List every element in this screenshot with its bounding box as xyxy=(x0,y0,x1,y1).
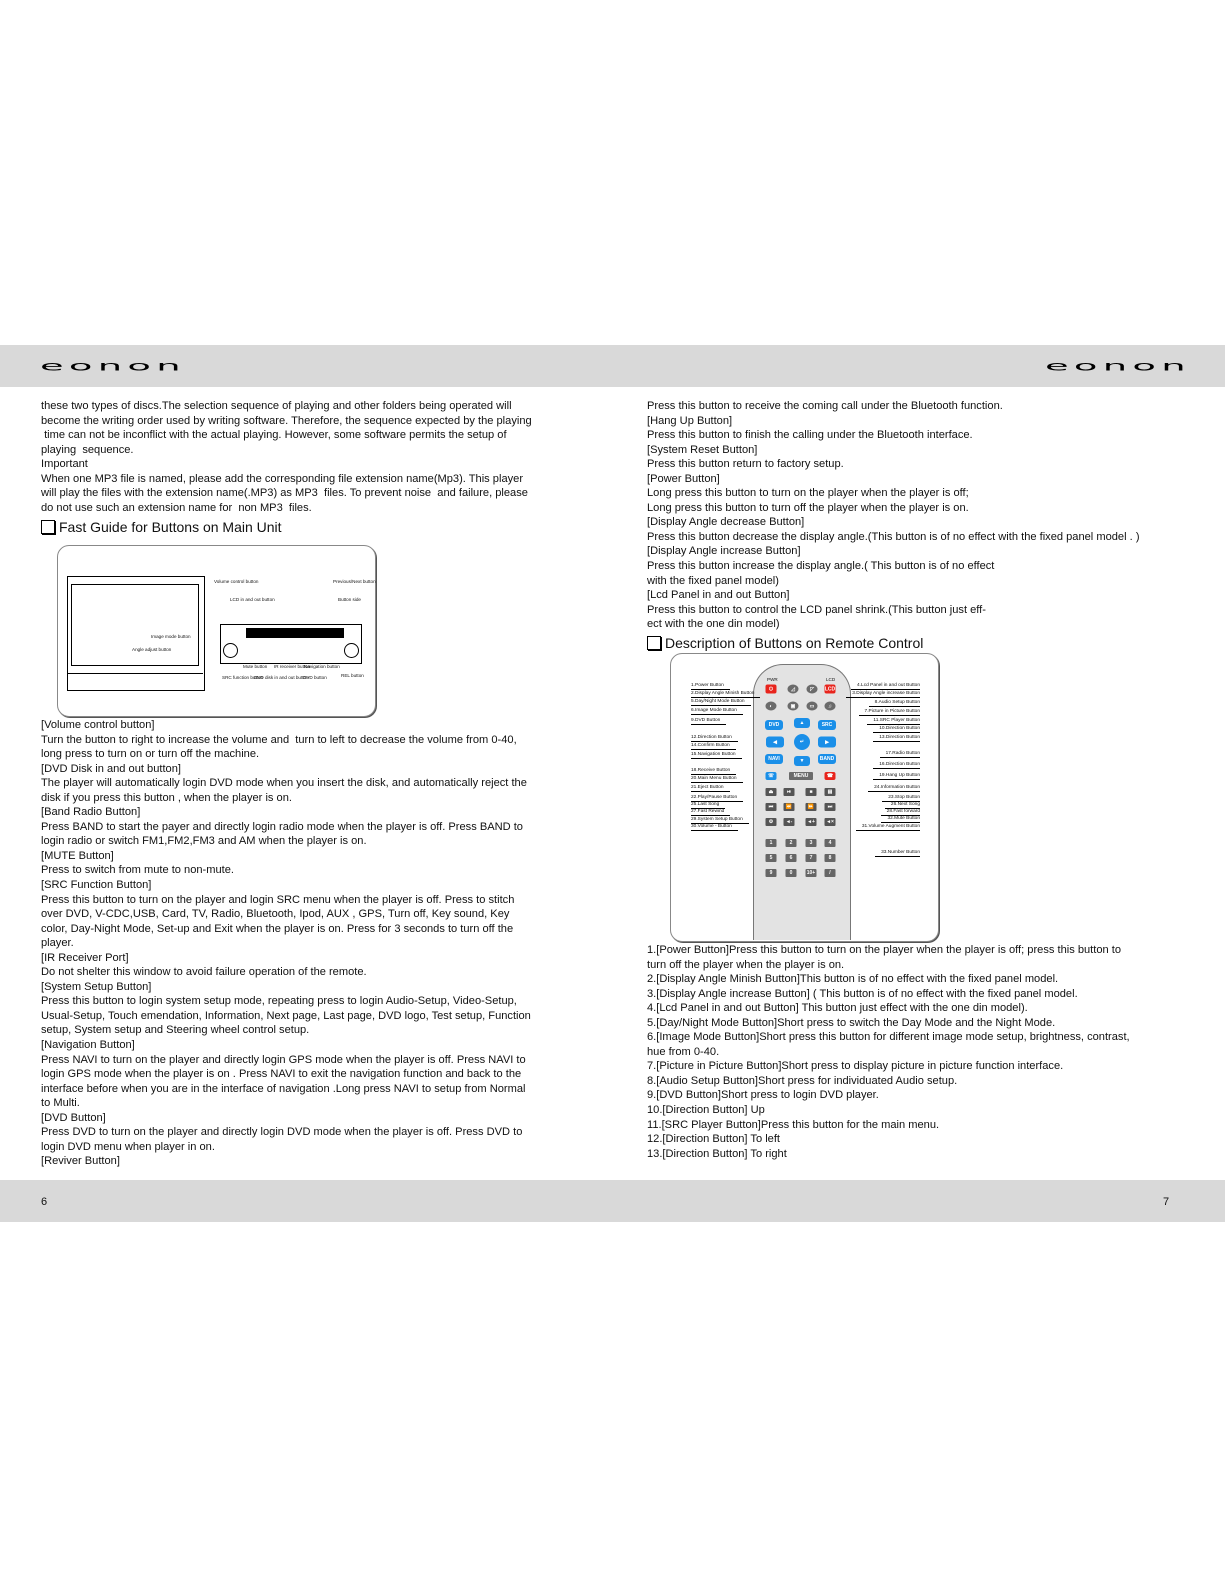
text-line: color, Day-Night Mode, Set-up and Exit when the player is on. Press for 3 seconds to turn off the xyxy=(41,922,514,935)
label-dvddisk: DVD disk in and out button xyxy=(254,675,309,680)
text-line: Press this button to receive the coming call under the Bluetooth function. xyxy=(647,400,1003,412)
label-angle: Angle adjust button xyxy=(132,647,172,652)
remote-label: 1.Power Button xyxy=(691,683,730,690)
text-line: [Display Angle increase Button] xyxy=(647,545,801,558)
remote-label: 19.Hang Up Button xyxy=(873,773,920,780)
text-line: Do not shelter this window to avoid failure operation of the remote. xyxy=(41,966,367,979)
remote-label: 13.Direction Button xyxy=(873,735,920,742)
text-line: do not use such an extension name for non MP3 files. xyxy=(41,501,312,514)
lcd-caption: LCD xyxy=(826,677,836,682)
text-line: Press to switch from mute to non-mute. xyxy=(41,864,234,877)
angle-plus-button: ◸ xyxy=(807,685,818,694)
text-line: login DVD menu when player in on. xyxy=(41,1140,215,1153)
text-line: [Volume control button] xyxy=(41,719,155,731)
lcd-button: LCD xyxy=(824,686,836,692)
label-src: SRC function button xyxy=(222,675,264,680)
remote-label: 15.Navigation Button xyxy=(691,752,742,759)
page-number-left: 6 xyxy=(41,1196,48,1208)
confirm-button: ↵ xyxy=(794,734,810,750)
heading-text: Fast Guide for Buttons on Main Unit xyxy=(59,519,282,535)
screen-inner xyxy=(71,584,199,666)
right-button: ▶ xyxy=(818,737,836,748)
info-button: ▤ xyxy=(825,788,836,796)
remote-label: 14.Confirm Button xyxy=(691,743,736,750)
band-button: BAND xyxy=(819,756,835,762)
text-line: Important xyxy=(41,458,88,471)
remote-label: 3.Display Angle increase Button xyxy=(846,691,920,698)
text-line: 8.[Audio Setup Button]Short press for individuated Audio setup. xyxy=(647,1074,958,1087)
heading-text: Description of Buttons on Remote Control xyxy=(665,635,924,651)
text-line: with the fixed panel model) xyxy=(647,574,779,587)
text-line: [Display Angle decrease Button] xyxy=(647,516,805,529)
src-button: SRC xyxy=(818,720,836,730)
text-line: 5.[Day/Night Mode Button]Short press to switch the Day Mode and the Night Mode. xyxy=(647,1016,1056,1029)
text-line: 11.[SRC Player Button]Press this button for the main menu. xyxy=(647,1118,940,1131)
remote-label: 33.Number Button xyxy=(875,850,920,857)
text-line: [MUTE Button] xyxy=(41,849,114,862)
fast-forward-button: ⏩ xyxy=(806,803,817,811)
text-line: Press this button return to factory setup. xyxy=(647,458,844,471)
text-line: [Reviver Button] xyxy=(41,1155,120,1168)
remote-label: 7.Picture in Picture Button xyxy=(859,709,920,716)
text-line: [System Setup Button] xyxy=(41,980,152,993)
text-line: Press this button to turn on the player and login SRC menu when the player is off. Press to stitch xyxy=(41,893,515,906)
section-heading-remote xyxy=(647,635,923,651)
text-line: Press DVD to turn on the player and directly login DVD mode when the player is off. Press DVD to xyxy=(41,1126,523,1139)
disc-slot xyxy=(246,628,344,638)
left-intro-text xyxy=(41,399,532,515)
remote-label: 22.Play/Pause Button xyxy=(691,795,743,802)
remote-label: 24.Information Button xyxy=(868,785,920,792)
text-line: Press this button decrease the display angle.(This button is of no effect with the fixed panel model . ) xyxy=(647,530,1140,543)
section-heading-main-unit xyxy=(41,519,282,535)
remote-label: 21.Eject Button xyxy=(691,785,730,792)
right-intro-text xyxy=(647,399,1140,632)
text-line: [SRC Function Button] xyxy=(41,879,152,892)
checkbox-square-icon xyxy=(647,636,661,650)
text-line: login radio or switch FM1,FM2,FM3 and AM when the player is on. xyxy=(41,835,367,848)
remote-label: 18.Receive Button xyxy=(691,768,736,775)
text-line: [Hang Up Button] xyxy=(647,414,733,427)
label-volume: Volume control button xyxy=(214,579,259,584)
main-unit-figure xyxy=(57,545,376,717)
text-line: [DVD Disk in and out button] xyxy=(41,762,181,775)
number-button: 10+ xyxy=(806,870,816,876)
remote-label: 9.DVD Button xyxy=(691,718,726,725)
label-lcd: LCD in and out button xyxy=(230,597,275,602)
number-button: 1 xyxy=(766,839,777,847)
label-prevnext: Previous/Next button xyxy=(333,579,376,584)
last-song-button: ⏮ xyxy=(766,803,777,811)
label-nav: Navigation button xyxy=(304,664,340,669)
text-line: Press this button increase the display angle.( This button is of no effect xyxy=(647,560,995,573)
day-night-button: ◐ xyxy=(766,702,777,711)
label-rel: REL button xyxy=(341,673,364,678)
text-line: turn off the player when the player is on. xyxy=(647,958,845,971)
remote-label: 23.Stop Button xyxy=(882,795,920,802)
number-button: / xyxy=(825,869,836,877)
remote-label: 8.Audio Setup Button xyxy=(869,700,920,707)
remote-label: 28.Fast forward xyxy=(881,809,920,816)
volume-up-button: ◄+ xyxy=(807,819,815,825)
text-line: 9.[DVD Button]Short press to login DVD player. xyxy=(647,1089,879,1102)
footer-band xyxy=(0,1180,1225,1222)
navi-button: NAVI xyxy=(765,754,783,764)
number-button: 5 xyxy=(766,854,777,862)
text-line: 10.[Direction Button] Up xyxy=(647,1104,765,1117)
text-line: 3.[Display Angle increase Button] ( This button is of no effect with the fixed panel model. xyxy=(647,987,1078,1000)
text-line: Long press this button to turn off the player when the player is on. xyxy=(647,501,969,514)
volume-down-button: ◄- xyxy=(784,818,795,826)
text-line: 4.[Lcd Panel in and out Button] This button just effect with the one din model). xyxy=(647,1002,1028,1015)
receive-button: ☏ xyxy=(766,772,777,780)
text-line: 2.[Display Angle Minish Button]This button is of no effect with the fixed panel model. xyxy=(647,973,1059,986)
setup-button: ⚙ xyxy=(766,818,777,826)
number-button: 0 xyxy=(786,869,797,877)
text-line: disk if you press this button , when the player is on. xyxy=(41,791,292,804)
remote-label: 11.SRC Player Button xyxy=(867,718,920,725)
text-line: When one MP3 file is named, please add the corresponding file extension name(Mp3). This player xyxy=(41,472,524,485)
number-button: 6 xyxy=(786,854,797,862)
down-button: ▼ xyxy=(794,756,810,766)
text-line: [DVD Button] xyxy=(41,1111,106,1124)
brand-logo: eonon xyxy=(1045,358,1191,375)
checkbox-square-icon xyxy=(41,520,55,534)
remote-label: 12.Direction Button xyxy=(691,735,738,742)
text-line: hue from 0-40. xyxy=(647,1045,720,1058)
remote-label: 17.Radio Button xyxy=(880,751,920,758)
play-pause-button: ⏯ xyxy=(784,788,795,796)
remote-label: 4.Lcd Panel in and out Button xyxy=(851,683,920,690)
number-button: 3 xyxy=(806,839,817,847)
image-mode-button: ▣ xyxy=(788,702,799,711)
remote-label: 32.Mute Button xyxy=(881,816,920,823)
remote-control-figure xyxy=(670,653,939,942)
text-line: 7.[Picture in Picture Button]Short press to display picture in picture function interface. xyxy=(647,1060,1064,1073)
text-line: 6.[Image Mode Button]Short press this button for different image mode setup, brightness, contrast, xyxy=(647,1031,1130,1044)
audio-setup-button: ♫ xyxy=(825,702,836,711)
remote-label: 10.Direction Button xyxy=(873,726,920,733)
label-side: Button side xyxy=(338,597,361,602)
text-line: Press this button to login system setup mode, repeating press to login Audio-Setup, Video-Setup, xyxy=(41,995,517,1008)
label-ir: IR receiver button xyxy=(274,664,311,669)
text-line: [System Reset Button] xyxy=(647,443,758,456)
remote-label: 27.Fast Rewind xyxy=(691,809,730,816)
screen-button-bar xyxy=(67,673,203,674)
menu-button: MENU xyxy=(789,772,813,780)
text-line: 13.[Direction Button] To right xyxy=(647,1147,787,1160)
remote-label: 5.Day/Night Mode Button xyxy=(691,699,751,706)
text-line: Press this button to finish the calling under the Bluetooth interface. xyxy=(647,429,973,442)
stop-button: ■ xyxy=(806,788,817,796)
number-button: 8 xyxy=(825,854,836,862)
pwr-caption: PWR xyxy=(767,677,778,682)
up-button: ▲ xyxy=(794,718,810,728)
remote-label: 29.System Setup Button xyxy=(691,817,749,824)
next-song-button: ⏭ xyxy=(825,803,836,811)
text-line: become the writing order used by writing software. Therefore, the sequence expected by the playing xyxy=(41,414,532,427)
text-line: Long press this button to turn on the player when the player is off; xyxy=(647,487,969,500)
text-line: [Band Radio Button] xyxy=(41,806,141,819)
brand-logo: eonon xyxy=(40,358,186,375)
text-line: interface before when you are in the interface of navigation .Long press NAVI to setup from Normal xyxy=(41,1082,526,1095)
remote-label: 25.Last Song xyxy=(691,802,725,809)
remote-label: 26.Next Song xyxy=(885,802,920,809)
text-line: Usual-Setup, Touch emendation, Information, Next page, Last page, DVD logo, Test setup, Function xyxy=(41,1009,531,1022)
pip-button: ▭ xyxy=(807,702,818,711)
remote-label: 6.Image Mode Button xyxy=(691,708,743,715)
label-image: Image mode button xyxy=(151,634,191,639)
text-line: [IR Receiver Port] xyxy=(41,951,129,964)
right-body-text xyxy=(647,943,1130,1161)
remote-label: 20.Main Menu Button xyxy=(691,776,743,783)
text-line: time can not be inconflict with the actual playing. However, some software permits the setup of xyxy=(41,429,507,442)
text-line: setup, System setup and Steering wheel control setup. xyxy=(41,1024,310,1037)
left-body-text xyxy=(41,718,531,1169)
power-button: ⏻ xyxy=(766,685,777,694)
remote-label: 30.Volume - Button xyxy=(691,824,738,831)
dvd-button: DVD xyxy=(765,720,783,730)
angle-minus-button: ◿ xyxy=(788,685,799,694)
volume-knob xyxy=(223,643,238,658)
text-line: ect with the one din model) xyxy=(647,618,780,631)
text-line: [Power Button] xyxy=(647,472,720,485)
text-line: [Navigation Button] xyxy=(41,1039,135,1052)
right-knob xyxy=(344,643,359,658)
label-dvd: DVD button xyxy=(303,675,327,680)
label-mute: Mute button xyxy=(243,664,268,669)
text-line: these two types of discs.The selection sequence of playing and other folders being operated will xyxy=(41,400,512,412)
text-line: Press this button to control the LCD panel shrink.(This button just eff- xyxy=(647,603,986,616)
page-number-right: 7 xyxy=(1163,1196,1170,1208)
text-line: Press NAVI to turn on the player and directly login GPS mode when the player is off. Press NAVI to xyxy=(41,1053,526,1066)
hangup-button: ☎ xyxy=(825,772,836,780)
number-button: 2 xyxy=(786,839,797,847)
eject-button: ⏏ xyxy=(766,788,777,796)
text-line: login GPS mode when the player is on . Press NAVI to exit the navigation function and back to the xyxy=(41,1068,522,1081)
number-button: 9 xyxy=(766,869,777,877)
text-line: The player will automatically login DVD mode when you insert the disk, and automatically reject the xyxy=(41,777,527,790)
left-button: ◀ xyxy=(766,737,784,748)
number-button: 4 xyxy=(825,839,836,847)
rewind-button: ⏪ xyxy=(784,803,795,811)
text-line: playing sequence. xyxy=(41,443,134,456)
remote-label: 31.Volume Augment Button xyxy=(856,824,920,831)
text-line: to Multi. xyxy=(41,1097,80,1110)
remote-label: 2.Display Angle Minish Button xyxy=(691,691,760,698)
text-line: will play the files with the extension name(.MP3) as MP3 files. To prevent noise and failure, please xyxy=(41,487,528,500)
text-line: long press to turn on or turn off the machine. xyxy=(41,748,260,761)
text-line: 12.[Direction Button] To left xyxy=(647,1133,780,1146)
number-button: 7 xyxy=(806,854,817,862)
text-line: [Lcd Panel in and out Button] xyxy=(647,589,790,602)
mute-button: ◄× xyxy=(826,819,834,825)
text-line: Turn the button to right to increase the volume and turn to left to decrease the volume from 0-40, xyxy=(41,733,517,746)
remote-label: 16.Direction Button xyxy=(873,762,920,769)
text-line: over DVD, V-CDC,USB, Card, TV, Radio, Bluetooth, Ipod, AUX , GPS, Turn off, Key sound, Key xyxy=(41,908,510,921)
text-line: player. xyxy=(41,937,74,950)
text-line: Press BAND to start the payer and directly login radio mode when the player is off. Press BAND to xyxy=(41,820,523,833)
text-line: 1.[Power Button]Press this button to turn on the player when the player is off; press this button to xyxy=(647,944,1122,956)
